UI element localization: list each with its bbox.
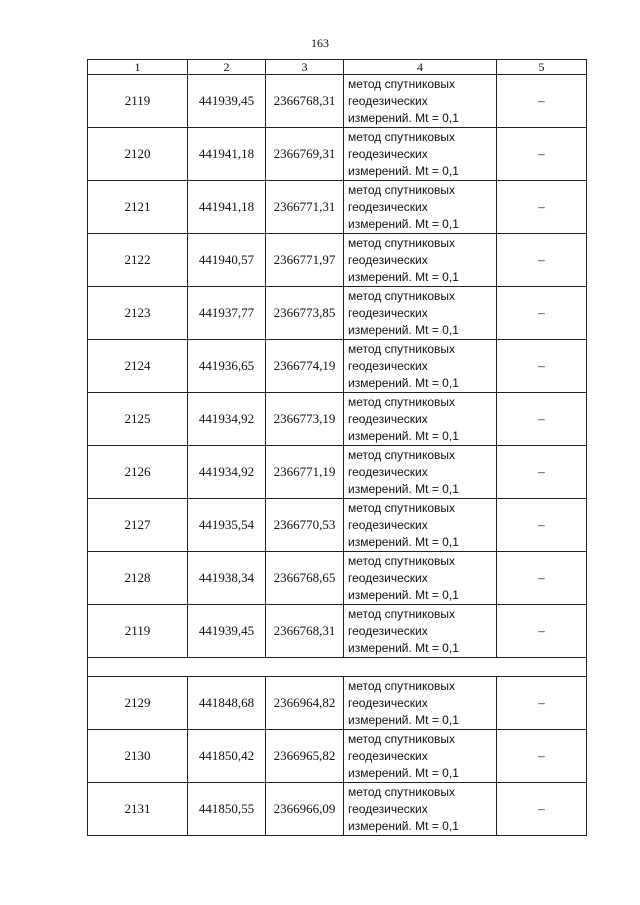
- description-cell: –: [497, 393, 587, 446]
- x-coordinate-cell: 441939,45: [188, 75, 266, 128]
- description-cell: –: [497, 605, 587, 658]
- x-coordinate-cell: 441937,77: [188, 287, 266, 340]
- description-cell: –: [497, 677, 587, 730]
- y-coordinate-cell: 2366774,19: [266, 340, 344, 393]
- method-line: метод спутниковых: [348, 129, 456, 144]
- method-line: измерений. Mt = 0,1: [348, 110, 459, 125]
- method-line: измерений. Mt = 0,1: [348, 765, 459, 780]
- method-cell: [344, 605, 497, 658]
- method-line: измерений. Mt = 0,1: [348, 481, 459, 496]
- point-number-cell: 2120: [88, 128, 188, 181]
- description-cell: –: [497, 75, 587, 128]
- x-coordinate-cell: 441850,55: [188, 783, 266, 836]
- coordinates-table: [87, 59, 587, 836]
- y-coordinate-cell: 2366771,97: [266, 234, 344, 287]
- header-row: [88, 60, 587, 75]
- method-line: измерений. Mt = 0,1: [348, 269, 459, 284]
- method-line: измерений. Mt = 0,1: [348, 587, 459, 602]
- method-cell: [344, 287, 497, 340]
- method-line: измерений. Mt = 0,1: [348, 712, 459, 727]
- x-coordinate-cell: 441848,68: [188, 677, 266, 730]
- x-coordinate-cell: 441935,54: [188, 499, 266, 552]
- description-cell: –: [497, 730, 587, 783]
- description-cell: –: [497, 287, 587, 340]
- x-coordinate-cell: 441936,65: [188, 340, 266, 393]
- method-line: метод спутниковых: [348, 235, 456, 250]
- method-cell: [344, 128, 497, 181]
- table-row: [88, 340, 587, 393]
- table-row: [88, 75, 587, 128]
- method-line: геодезических: [348, 570, 428, 585]
- y-coordinate-cell: 2366773,85: [266, 287, 344, 340]
- method-line: геодезических: [348, 199, 428, 214]
- table-row: [88, 446, 587, 499]
- y-coordinate-cell: 2366771,31: [266, 181, 344, 234]
- y-coordinate-cell: 2366768,65: [266, 552, 344, 605]
- group-separator: [88, 658, 587, 677]
- x-coordinate-cell: 441941,18: [188, 128, 266, 181]
- method-cell: [344, 730, 497, 783]
- x-coordinate-cell: 441939,45: [188, 605, 266, 658]
- table-row: [88, 677, 587, 730]
- table-body: [88, 60, 587, 836]
- point-number-cell: 2131: [88, 783, 188, 836]
- page-number: 163: [311, 36, 329, 50]
- y-coordinate-cell: 2366770,53: [266, 499, 344, 552]
- column-header-1: 1: [88, 60, 188, 75]
- description-cell: –: [497, 340, 587, 393]
- table-row: [88, 287, 587, 340]
- column-header-3: 3: [266, 60, 344, 75]
- point-number-cell: 2122: [88, 234, 188, 287]
- method-cell: [344, 499, 497, 552]
- method-line: геодезических: [348, 748, 428, 763]
- description-cell: –: [497, 783, 587, 836]
- method-line: измерений. Mt = 0,1: [348, 428, 459, 443]
- method-line: метод спутниковых: [348, 182, 456, 197]
- point-number-cell: 2124: [88, 340, 188, 393]
- y-coordinate-cell: 2366771,19: [266, 446, 344, 499]
- method-cell: [344, 552, 497, 605]
- separator-cell: [88, 658, 587, 677]
- method-line: геодезических: [348, 695, 428, 710]
- method-line: геодезических: [348, 623, 428, 638]
- point-number-cell: 2121: [88, 181, 188, 234]
- y-coordinate-cell: 2366773,19: [266, 393, 344, 446]
- x-coordinate-cell: 441934,92: [188, 393, 266, 446]
- point-number-cell: 2129: [88, 677, 188, 730]
- point-number-cell: 2123: [88, 287, 188, 340]
- method-line: метод спутниковых: [348, 76, 456, 91]
- method-line: метод спутниковых: [348, 731, 456, 746]
- table-row: [88, 234, 587, 287]
- description-cell: –: [497, 234, 587, 287]
- point-number-cell: 2119: [88, 605, 188, 658]
- column-header-2: 2: [188, 60, 266, 75]
- description-cell: –: [497, 499, 587, 552]
- method-line: геодезических: [348, 464, 428, 479]
- method-line: геодезических: [348, 517, 428, 532]
- method-cell: [344, 181, 497, 234]
- x-coordinate-cell: 441850,42: [188, 730, 266, 783]
- description-cell: –: [497, 446, 587, 499]
- description-cell: –: [497, 128, 587, 181]
- method-line: метод спутниковых: [348, 394, 456, 409]
- method-line: метод спутниковых: [348, 288, 456, 303]
- method-line: метод спутниковых: [348, 606, 456, 621]
- y-coordinate-cell: 2366769,31: [266, 128, 344, 181]
- table-row: [88, 783, 587, 836]
- table-row: [88, 552, 587, 605]
- method-line: измерений. Mt = 0,1: [348, 322, 459, 337]
- method-line: метод спутниковых: [348, 447, 456, 462]
- x-coordinate-cell: 441938,34: [188, 552, 266, 605]
- method-line: измерений. Mt = 0,1: [348, 640, 459, 655]
- point-number-cell: 2119: [88, 75, 188, 128]
- method-cell: [344, 393, 497, 446]
- method-cell: [344, 446, 497, 499]
- method-line: измерений. Mt = 0,1: [348, 163, 459, 178]
- method-line: геодезических: [348, 146, 428, 161]
- table-row: [88, 181, 587, 234]
- method-line: измерений. Mt = 0,1: [348, 818, 459, 833]
- y-coordinate-cell: 2366768,31: [266, 75, 344, 128]
- point-number-cell: 2128: [88, 552, 188, 605]
- method-cell: [344, 340, 497, 393]
- method-cell: [344, 677, 497, 730]
- method-line: геодезических: [348, 93, 428, 108]
- point-number-cell: 2127: [88, 499, 188, 552]
- method-line: метод спутниковых: [348, 784, 456, 799]
- method-line: геодезических: [348, 358, 428, 373]
- y-coordinate-cell: 2366966,09: [266, 783, 344, 836]
- description-cell: –: [497, 181, 587, 234]
- column-header-4: 4: [344, 60, 497, 75]
- table-row: [88, 128, 587, 181]
- method-line: геодезических: [348, 411, 428, 426]
- method-line: геодезических: [348, 801, 428, 816]
- method-line: измерений. Mt = 0,1: [348, 375, 459, 390]
- method-line: геодезических: [348, 252, 428, 267]
- table-row: [88, 730, 587, 783]
- x-coordinate-cell: 441941,18: [188, 181, 266, 234]
- description-cell: –: [497, 552, 587, 605]
- table-row: [88, 499, 587, 552]
- table-row: [88, 605, 587, 658]
- point-number-cell: 2126: [88, 446, 188, 499]
- method-line: геодезических: [348, 305, 428, 320]
- method-line: метод спутниковых: [348, 553, 456, 568]
- method-line: измерений. Mt = 0,1: [348, 534, 459, 549]
- method-line: метод спутниковых: [348, 341, 456, 356]
- point-number-cell: 2125: [88, 393, 188, 446]
- point-number-cell: 2130: [88, 730, 188, 783]
- x-coordinate-cell: 441940,57: [188, 234, 266, 287]
- x-coordinate-cell: 441934,92: [188, 446, 266, 499]
- y-coordinate-cell: 2366768,31: [266, 605, 344, 658]
- y-coordinate-cell: 2366964,82: [266, 677, 344, 730]
- method-line: измерений. Mt = 0,1: [348, 216, 459, 231]
- method-line: метод спутниковых: [348, 678, 456, 693]
- y-coordinate-cell: 2366965,82: [266, 730, 344, 783]
- method-line: метод спутниковых: [348, 500, 456, 515]
- method-cell: [344, 75, 497, 128]
- column-header-5: 5: [497, 60, 587, 75]
- method-cell: [344, 783, 497, 836]
- method-cell: [344, 234, 497, 287]
- table-row: [88, 393, 587, 446]
